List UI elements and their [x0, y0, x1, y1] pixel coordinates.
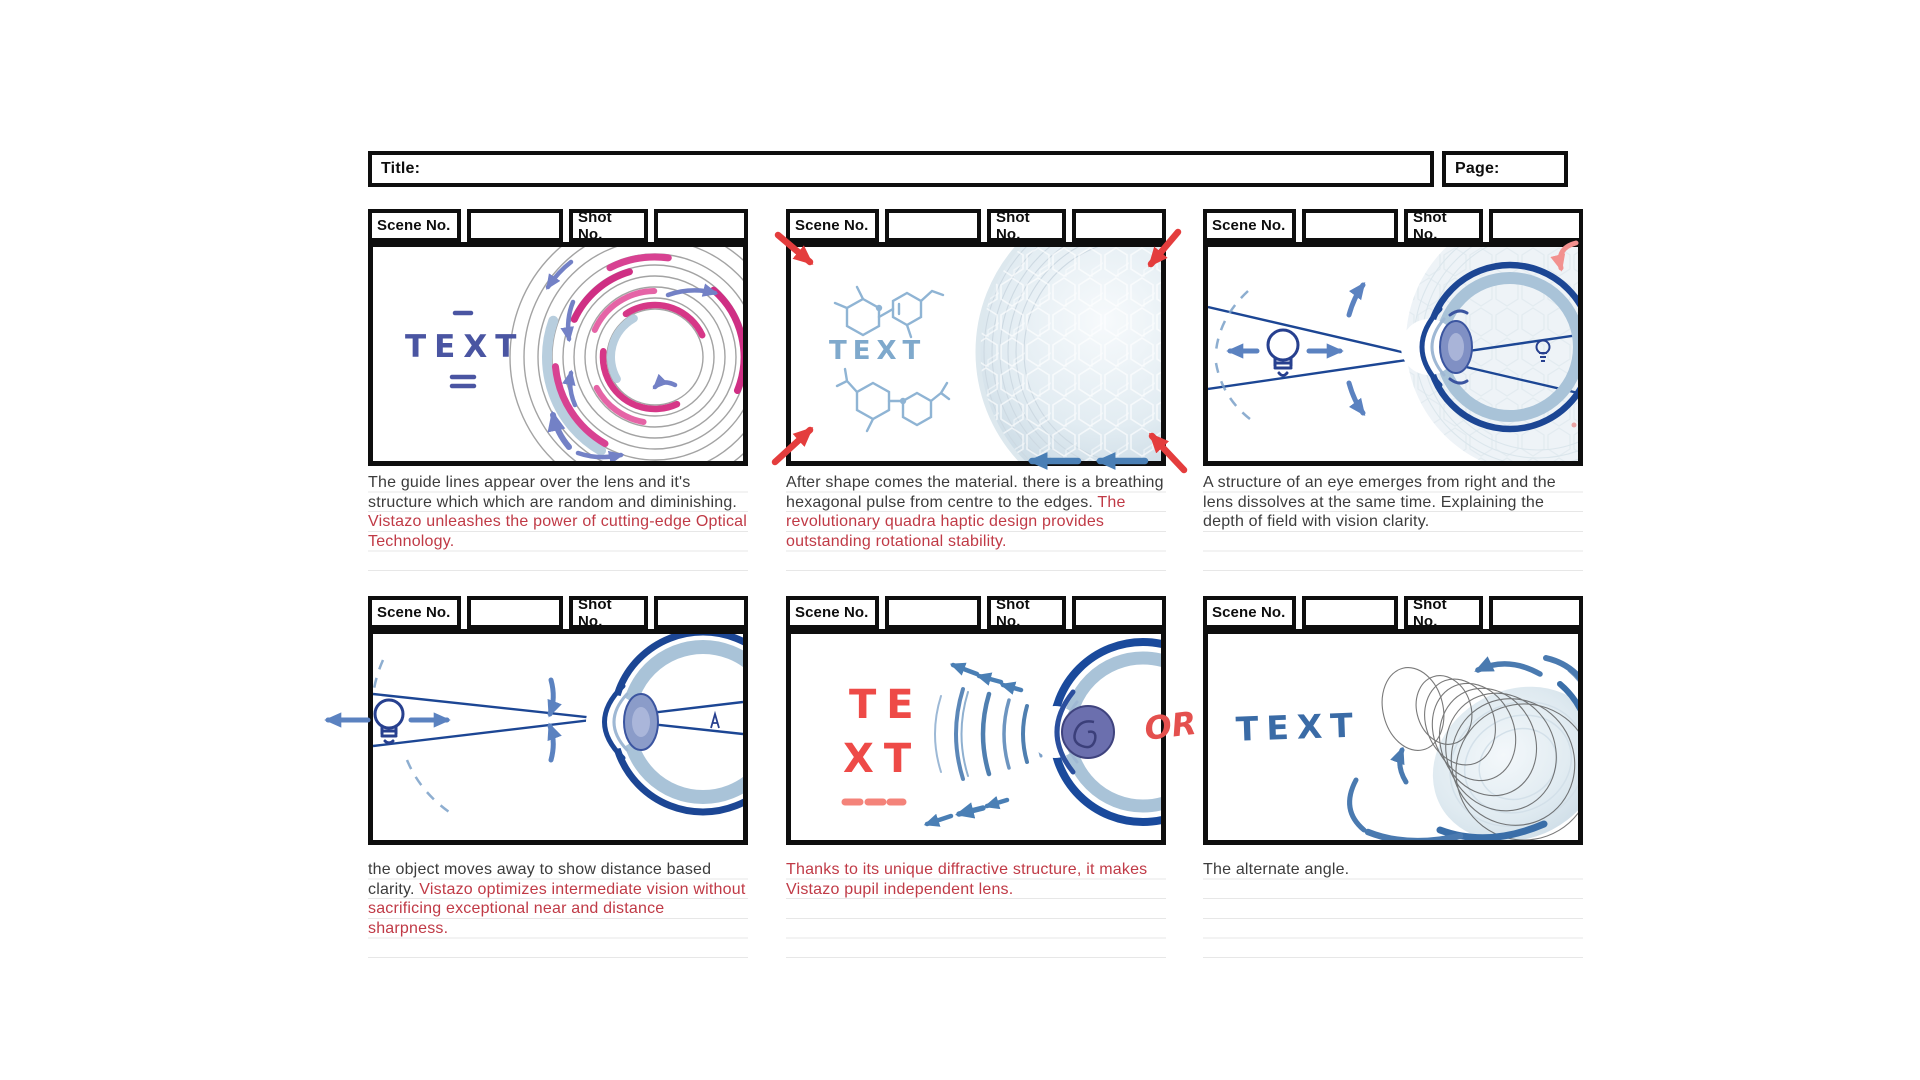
shot-no-label: Shot No. [569, 596, 648, 629]
retina-image-a [711, 714, 719, 728]
handwritten-text-placeholder-red [843, 682, 924, 802]
caption-text: The guide lines appear over the lens and it's structure which which are random and diminishing. [368, 474, 738, 511]
shot-no-field[interactable] [1072, 596, 1166, 629]
page-label: Page: [1455, 160, 1500, 177]
scene-no-label: Scene No. [368, 596, 461, 629]
svg-text:TEXT: TEXT [1235, 705, 1362, 749]
diffractive-waves-sketch [791, 634, 1161, 840]
panel4-caption [368, 860, 748, 959]
scene-no-field[interactable] [467, 209, 563, 242]
panel6-header [1203, 596, 1583, 629]
or-annotation: OR [1142, 703, 1199, 748]
panel3-drawing [1203, 242, 1583, 466]
scene-no-label: Scene No. [786, 596, 879, 629]
scene-no-label: Scene No. [1203, 209, 1296, 242]
shot-no-field[interactable] [1489, 596, 1583, 629]
scene-no-label: Scene No. [786, 209, 879, 242]
panel6-caption [1203, 860, 1583, 959]
shot-no-label: Shot No. [987, 596, 1066, 629]
caption-text: After shape comes the material. there is a breathing hexagonal pulse from centre to the edges. [786, 474, 1164, 511]
panel2-header [786, 209, 1166, 242]
panel1-drawing [368, 242, 748, 466]
shot-no-label: Shot No. [987, 209, 1066, 242]
handwritten-text-placeholder [405, 313, 524, 386]
eye-structure-sketch [1208, 247, 1578, 461]
panel4-drawing [368, 629, 748, 845]
panel6-drawing [1203, 629, 1583, 845]
shot-no-field[interactable] [1489, 209, 1583, 242]
caption-highlight: Vistazo unleashes the power of cutting-edge Optical Technology. [368, 513, 748, 550]
svg-text:TE: TE [849, 682, 924, 728]
scene-no-field[interactable] [467, 596, 563, 629]
shot-no-label: Shot No. [1404, 596, 1483, 629]
hexagonal-lens-material-sketch [791, 247, 1161, 461]
distance-vision-sketch [373, 634, 743, 840]
light-bulb-sketch [375, 700, 403, 743]
scene-no-label: Scene No. [1203, 596, 1296, 629]
title-bar[interactable] [368, 151, 1434, 187]
panel1-caption [368, 473, 748, 572]
caption-highlight: The revolutionary quadra haptic design provides outstanding rotational stability. [786, 493, 1126, 550]
panel3-caption [1203, 473, 1583, 572]
panel1-header [368, 209, 748, 242]
panel5-caption [786, 860, 1166, 959]
scene-no-field[interactable] [885, 596, 981, 629]
panel3-header [1203, 209, 1583, 242]
caption-highlight: Thanks to its unique diffractive structure, it makes Vistazo pupil independent lens. [786, 861, 1148, 898]
shot-no-label: Shot No. [1404, 209, 1483, 242]
svg-text:XT: XT [843, 736, 922, 782]
shot-no-field[interactable] [654, 596, 748, 629]
shot-no-label: Shot No. [569, 209, 648, 242]
light-bulb-sketch [1268, 330, 1298, 376]
shot-no-field[interactable] [1072, 209, 1166, 242]
svg-text:TEXT: TEXT [405, 329, 525, 365]
panel5-drawing [786, 629, 1166, 845]
panel5-header [786, 596, 1166, 629]
lens-guidelines-sketch [373, 247, 743, 461]
scene-no-field[interactable] [885, 209, 981, 242]
scene-no-label: Scene No. [368, 209, 461, 242]
title-label: Title: [381, 160, 421, 177]
caption-text: A structure of an eye emerges from right and the lens dissolves at the same time. Explaining the depth of field with vision clarity. [1203, 474, 1556, 531]
handwritten-text-placeholder [1235, 705, 1361, 748]
shot-no-field[interactable] [654, 209, 748, 242]
caption-text: the object moves away to show distance based clarity. [368, 861, 712, 898]
panel2-caption [786, 473, 1166, 572]
handwritten-text-placeholder: TEXT [829, 336, 927, 366]
alternate-angle-lens-sketch [1208, 634, 1578, 840]
panel4-header [368, 596, 748, 629]
scene-no-field[interactable] [1302, 209, 1398, 242]
caption-text: The alternate angle. [1203, 861, 1350, 878]
page-box[interactable] [1442, 151, 1568, 187]
scene-no-field[interactable] [1302, 596, 1398, 629]
caption-highlight: Vistazo optimizes intermediate vision without sacrificing exceptional near and distance sharpness. [368, 880, 746, 937]
panel2-drawing [786, 242, 1166, 466]
